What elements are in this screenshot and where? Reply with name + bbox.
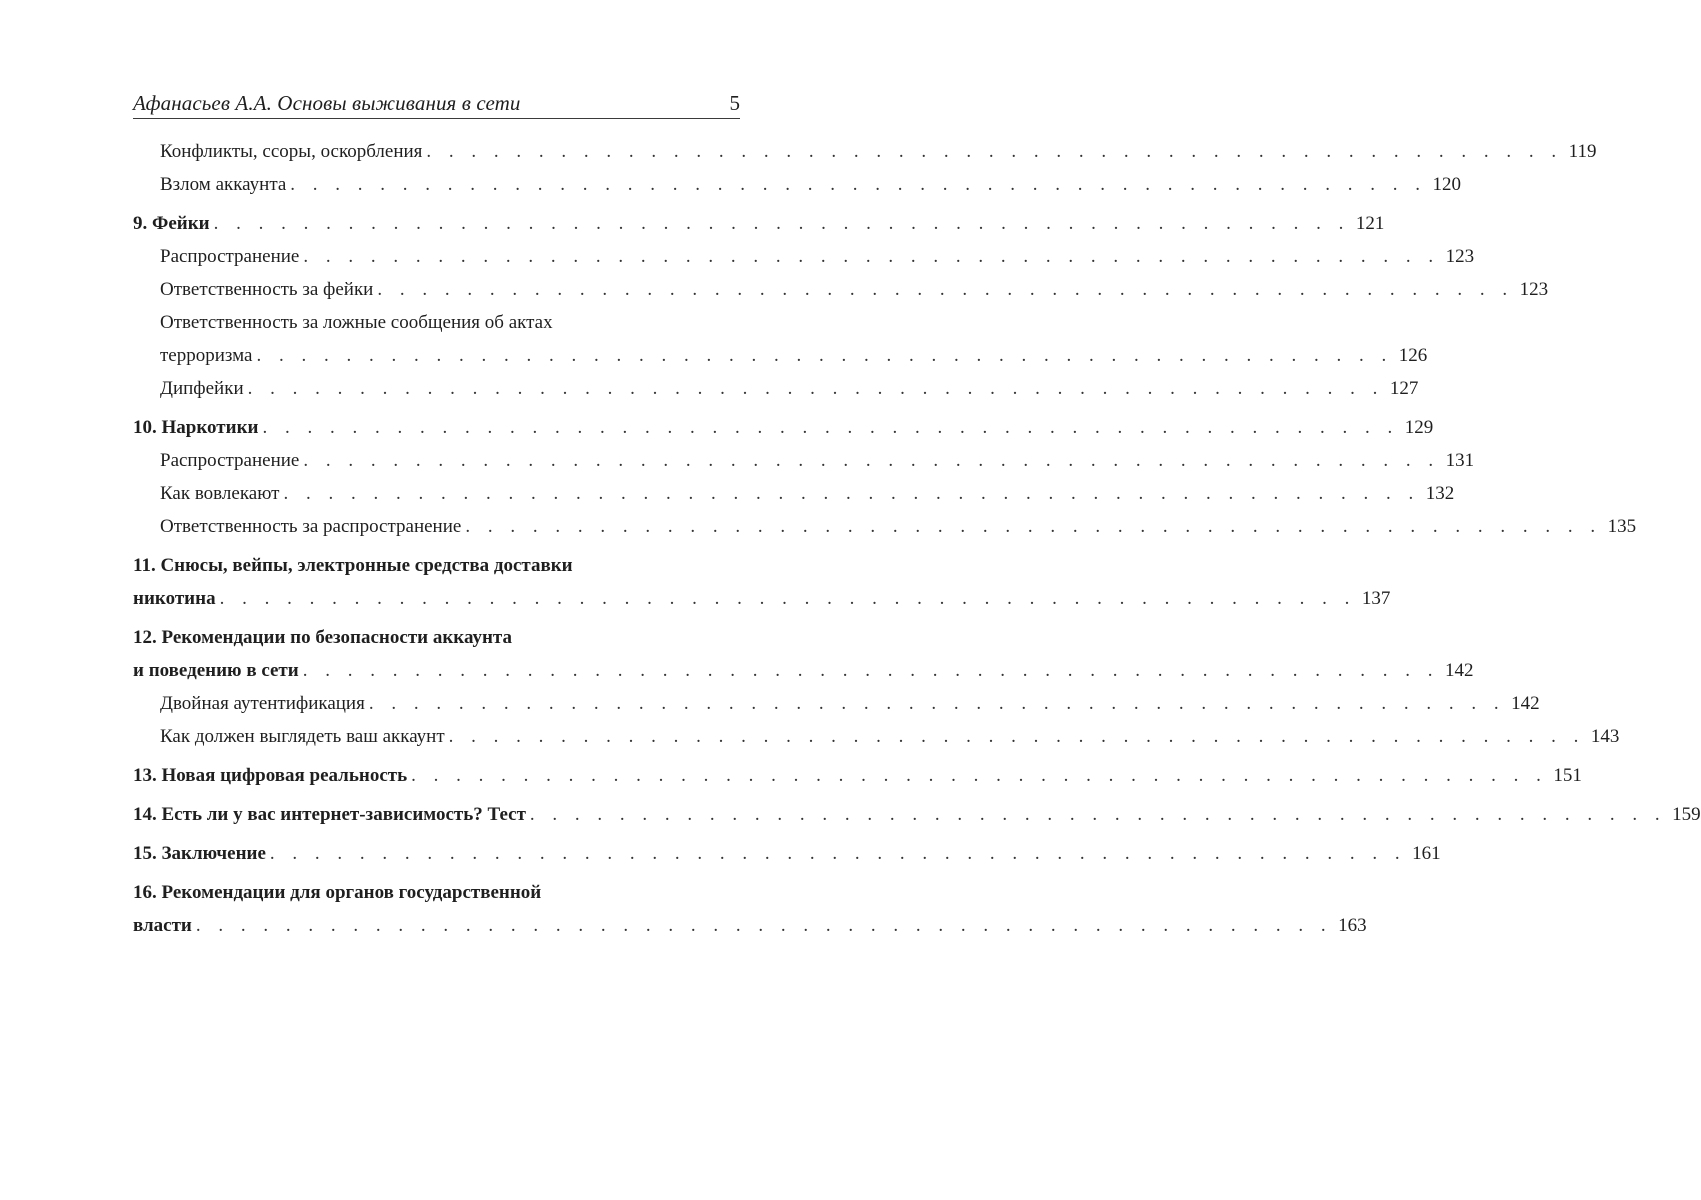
toc-entry-page: 119 (1568, 141, 1597, 162)
toc-chapter-entry (133, 207, 1385, 240)
toc-entry-title-line: 11. Снюсы, вейпы, электронные средства доставки (133, 555, 573, 576)
toc-entry-title: Конфликты, ссоры, оскорбления (160, 141, 423, 162)
dot-leader: . . . . . . . . . . . . . . . . . . . . . . . . . . . . . . . . . . . . . . . . . . . . . . . . . . . (262, 417, 1399, 438)
toc-entry-page: 123 (1519, 279, 1549, 300)
toc-entry-page: 123 (1445, 246, 1475, 267)
toc-entry-title: терроризма (160, 345, 253, 366)
toc-entry-title: Двойная аутентификация (160, 693, 365, 714)
toc-entry-page: 132 (1425, 483, 1455, 504)
toc-section-entry (133, 372, 1419, 405)
toc-chapter-entry (133, 837, 1441, 870)
dot-leader: . . . . . . . . . . . . . . . . . . . . . . . . . . . . . . . . . . . . . . . . . . . . . . . . . . . (256, 345, 1393, 366)
dot-leader: . . . . . . . . . . . . . . . . . . . . . . . . . . . . . . . . . . . . . . . . . . . . . . . . . . . (195, 915, 1333, 936)
dot-leader: . . . . . . . . . . . . . . . . . . . . . . . . . . . . . . . . . . . . . . . . . . . . . . . . . . . (290, 174, 1427, 195)
dot-leader: . . . . . . . . . . . . . . . . . . . . . . . . . . . . . . . . . . . . . . . . . . . . . . . . . . . (448, 726, 1585, 747)
toc-entry-page: 131 (1445, 450, 1475, 471)
dot-leader: . . . . . . . . . . . . . . . . . . . . . . . . . . . . . . . . . . . . . . . . . . . . . . . . . . . (368, 693, 1506, 714)
toc-entry-page: 143 (1590, 726, 1620, 747)
toc-entry-title: Как вовлекают (160, 483, 280, 504)
toc-section-entry (133, 240, 1475, 273)
table-of-contents (133, 135, 1701, 942)
toc-entry-page: 137 (1361, 588, 1391, 609)
toc-entry-page: 163 (1338, 915, 1367, 936)
toc-entry-title-line: Ответственность за ложные сообщения об актах (160, 312, 553, 333)
page-number: 5 (729, 91, 740, 115)
toc-entry-title: 10. Наркотики (133, 417, 259, 438)
toc-entry-page: 121 (1355, 213, 1385, 234)
toc-section-entry (133, 306, 1428, 372)
dot-leader: . . . . . . . . . . . . . . . . . . . . . . . . . . . . . . . . . . . . . . . . . . . . . . . . . . . (283, 483, 1420, 504)
toc-entry-title: никотина (133, 588, 216, 609)
toc-section-entry (133, 510, 1637, 543)
running-head (133, 88, 740, 119)
dot-leader: . . . . . . . . . . . . . . . . . . . . . . . . . . . . . . . . . . . . . . . . . . . . . . . . . . . (465, 516, 1602, 537)
toc-section-entry (133, 168, 1462, 201)
dot-leader: . . . . . . . . . . . . . . . . . . . . . . . . . . . . . . . . . . . . . . . . . . . . . . . . . . . (219, 588, 1356, 609)
toc-entry-page: 159 (1672, 804, 1701, 825)
toc-entry-title: Распространение (160, 450, 300, 471)
toc-entry-title: Дипфейки (160, 378, 244, 399)
dot-leader: . . . . . . . . . . . . . . . . . . . . . . . . . . . . . . . . . . . . . . . . . . . . . . . . . . . (269, 843, 1407, 864)
toc-section-entry (133, 135, 1597, 168)
toc-chapter-entry (133, 759, 1582, 792)
toc-entry-title: и поведению в сети (133, 660, 299, 681)
toc-chapter-entry (133, 411, 1434, 444)
dot-leader: . . . . . . . . . . . . . . . . . . . . . . . . . . . . . . . . . . . . . . . . . . . . . . . . . . . (213, 213, 1350, 234)
dot-leader: . . . . . . . . . . . . . . . . . . . . . . . . . . . . . . . . . . . . . . . . . . . . . . . . . . . (377, 279, 1514, 300)
dot-leader: . . . . . . . . . . . . . . . . . . . . . . . . . . . . . . . . . . . . . . . . . . . . . . . . . . . (303, 450, 1440, 471)
toc-chapter-entry (133, 798, 1701, 831)
toc-section-entry (133, 477, 1455, 510)
toc-section-entry (133, 720, 1620, 753)
dot-leader: . . . . . . . . . . . . . . . . . . . . . . . . . . . . . . . . . . . . . . . . . . . . . . . . . . . (529, 804, 1667, 825)
toc-entry-page: 135 (1607, 516, 1637, 537)
dot-leader: . . . . . . . . . . . . . . . . . . . . . . . . . . . . . . . . . . . . . . . . . . . . . . . . . . . (302, 660, 1439, 681)
toc-entry-title: Ответственность за распространение (160, 516, 462, 537)
dot-leader: . . . . . . . . . . . . . . . . . . . . . . . . . . . . . . . . . . . . . . . . . . . . . . . . . . . (303, 246, 1440, 267)
dot-leader: . . . . . . . . . . . . . . . . . . . . . . . . . . . . . . . . . . . . . . . . . . . . . . . . . . . (426, 141, 1563, 162)
toc-entry-title: власти (133, 915, 192, 936)
book-title: Афанасьев А.А. Основы выживания в сети (133, 91, 521, 115)
toc-chapter-entry (133, 876, 1367, 942)
toc-entry-title: Взлом аккаунта (160, 174, 287, 195)
toc-entry-title: 13. Новая цифровая реальность (133, 765, 408, 786)
toc-entry-title: 9. Фейки (133, 213, 210, 234)
toc-entry-page: 127 (1389, 378, 1419, 399)
toc-section-entry (133, 687, 1540, 720)
toc-entry-title: Ответственность за фейки (160, 279, 374, 300)
toc-entry-page: 142 (1444, 660, 1474, 681)
toc-entry-page: 120 (1432, 174, 1462, 195)
toc-entry-title-line: 16. Рекомендации для органов государственной (133, 882, 542, 903)
toc-entry-title: 15. Заключение (133, 843, 266, 864)
toc-entry-page: 129 (1404, 417, 1434, 438)
toc-chapter-entry (133, 621, 1474, 687)
toc-section-entry (133, 273, 1549, 306)
dot-leader: . . . . . . . . . . . . . . . . . . . . . . . . . . . . . . . . . . . . . . . . . . . . . . . . . . . (247, 378, 1384, 399)
toc-section-entry (133, 444, 1475, 477)
toc-entry-page: 151 (1553, 765, 1582, 786)
toc-entry-page: 161 (1412, 843, 1441, 864)
toc-entry-title-line: 12. Рекомендации по безопасности аккаунта (133, 627, 512, 648)
toc-entry-page: 126 (1398, 345, 1428, 366)
toc-entry-title: Распространение (160, 246, 300, 267)
dot-leader: . . . . . . . . . . . . . . . . . . . . . . . . . . . . . . . . . . . . . . . . . . . . . . . . . . . (411, 765, 1548, 786)
toc-entry-title: 14. Есть ли у вас интернет-зависимость? Тест (133, 804, 526, 825)
toc-entry-title: Как должен выглядеть ваш аккаунт (160, 726, 445, 747)
toc-entry-page: 142 (1511, 693, 1540, 714)
toc-chapter-entry (133, 549, 1391, 615)
